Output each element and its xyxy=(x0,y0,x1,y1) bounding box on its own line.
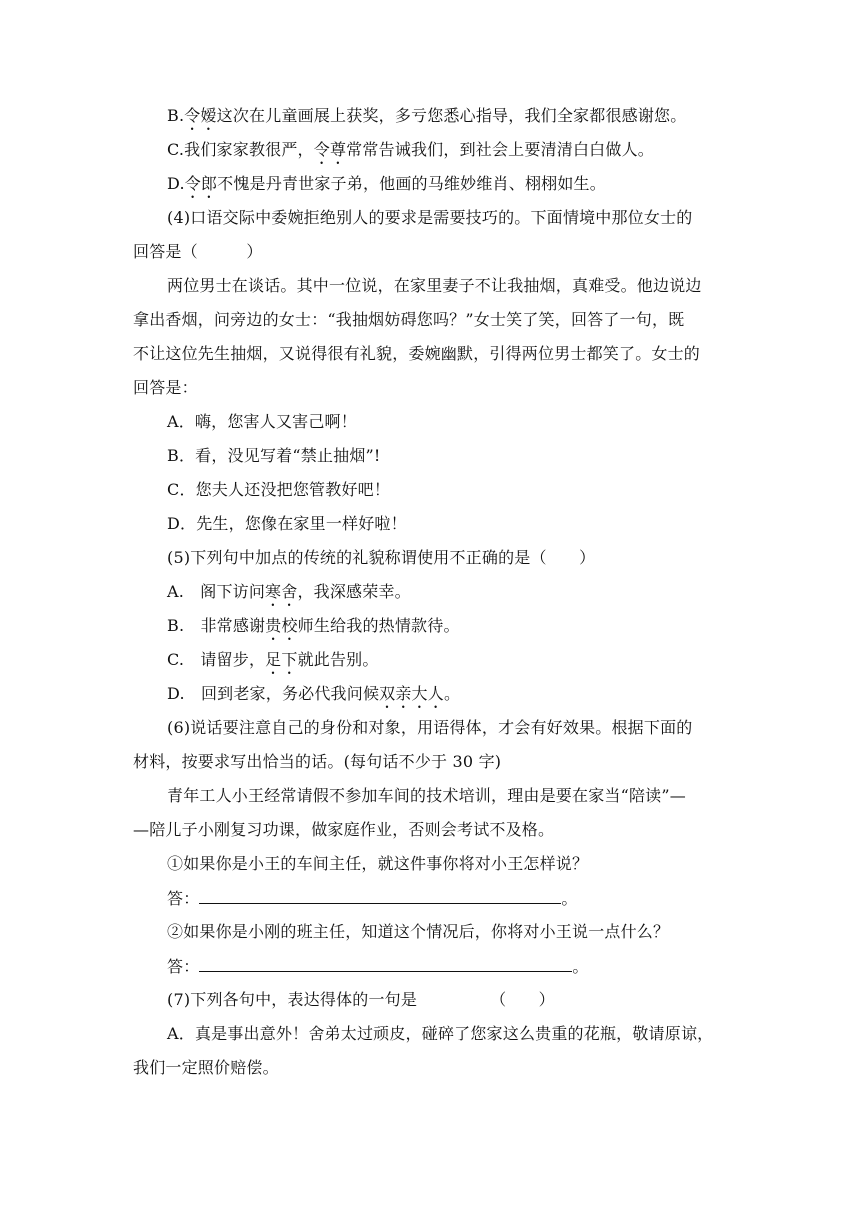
option-text: 就此告别。 xyxy=(297,650,379,669)
q6-answer-row-1 xyxy=(167,887,578,910)
dotted-term: 令嫒 xyxy=(184,106,217,125)
q3-option-d xyxy=(167,173,606,202)
answer-label: 答： xyxy=(167,957,200,976)
q4-option-b: B．看，没见写着“禁止抽烟”! xyxy=(167,446,381,465)
q6-stem-line2: 材料，按要求写出恰当的话。(每句话不少于 30 字) xyxy=(133,752,502,771)
option-text: 不愧是丹青世家子弟，他画的马维妙维肖、栩栩如生。 xyxy=(217,174,606,193)
q6-material-line1: 青年工人小王经常请假不参加车间的技术培训，理由是要在家当“陪读”— xyxy=(167,786,686,805)
option-text: C. 请留步， xyxy=(167,650,266,669)
option-text: 。 xyxy=(443,684,461,703)
q4-option-a: A．嗨，您害人又害己啊！ xyxy=(167,412,357,431)
dotted-term: 双亲大人 xyxy=(379,684,444,703)
q6-stem-line1: (6)说话要注意自己的身份和对象，用语得体，才会有好效果。根据下面的 xyxy=(167,718,693,737)
dotted-term: 令尊 xyxy=(313,140,347,159)
q4-passage-line4: 回答是： xyxy=(133,378,198,397)
option-text: D. xyxy=(167,174,185,193)
q3-option-c xyxy=(167,139,654,168)
q4-stem-line1: (4)口语交际中委婉拒绝别人的要求是需要技巧的。下面情境中那位女士的 xyxy=(167,208,693,227)
dotted-term: 寒舍 xyxy=(265,582,298,601)
option-text: 这次在儿童画展上获奖，多亏您悉心指导，我们全家都很感谢您。 xyxy=(216,106,687,125)
q4-option-d: D．先生，您像在家里一样好啦！ xyxy=(167,514,407,533)
option-text: B. xyxy=(167,106,185,125)
option-text: C.我们家家教很严， xyxy=(167,140,314,159)
answer-period: 。 xyxy=(572,957,589,976)
option-text: A. 阁下访问 xyxy=(167,582,266,601)
q5-option-b xyxy=(167,615,460,644)
q5-stem: (5)下列句中加点的传统的礼貌称谓使用不正确的是（ ） xyxy=(167,548,596,567)
q7-option-a-line2: 我们一定照价赔偿。 xyxy=(133,1058,279,1077)
q3-option-b xyxy=(167,105,686,134)
option-text: 师生给我的热情款待。 xyxy=(297,616,460,635)
q5-option-c xyxy=(167,649,379,678)
dotted-term: 足下 xyxy=(265,650,298,669)
q6-material-line2: —陪儿子小刚复习功课，做家庭作业，否则会考试不及格。 xyxy=(133,820,555,839)
q4-stem-line2: 回答是（ ） xyxy=(133,242,263,261)
q7-option-a-line1: A．真是事出意外！舍弟太过顽皮，碰碎了您家这么贵重的花瓶，敬请原谅， xyxy=(167,1024,714,1043)
q5-option-d xyxy=(167,683,460,712)
q4-passage-line1: 两位男士在谈话。其中一位说，在家里妻子不让我抽烟，真难受。他边说边 xyxy=(167,276,702,295)
q6-sub-question-2: ②如果你是小刚的班主任，知道这个情况后，你将对小王说一点什么？ xyxy=(167,922,670,941)
answer-blank-1[interactable] xyxy=(199,887,561,904)
answer-blank-2[interactable] xyxy=(199,955,572,972)
dotted-term: 贵校 xyxy=(265,616,298,635)
q4-passage-line2: 拿出香烟，问旁边的女士：“我抽烟妨碍您吗？”女士笑了笑，回答了一句，既 xyxy=(133,310,685,329)
answer-label: 答： xyxy=(167,889,200,908)
q7-stem: (7)下列各句中，表达得体的一句是 （ ） xyxy=(167,990,555,1009)
dotted-term: 令郎 xyxy=(184,174,218,193)
answer-period: 。 xyxy=(561,889,578,908)
option-text: ，我深感荣幸。 xyxy=(297,582,411,601)
option-text: B. 非常感谢 xyxy=(167,616,266,635)
q4-option-c: C．您夫人还没把您管教好吧！ xyxy=(167,480,391,499)
option-text: D. 回到老家，务必代我问候 xyxy=(167,684,380,703)
q6-sub-question-1: ①如果你是小王的车间主任，就这件事你将对小王怎样说？ xyxy=(167,854,589,873)
q6-answer-row-2 xyxy=(167,955,589,978)
q5-option-a xyxy=(167,581,411,610)
q4-passage-line3: 不让这位先生抽烟，又说得很有礼貌，委婉幽默，引得两位男士都笑了。女士的 xyxy=(133,344,701,363)
option-text: 常常告诫我们，到社会上要清清白白做人。 xyxy=(346,140,654,159)
